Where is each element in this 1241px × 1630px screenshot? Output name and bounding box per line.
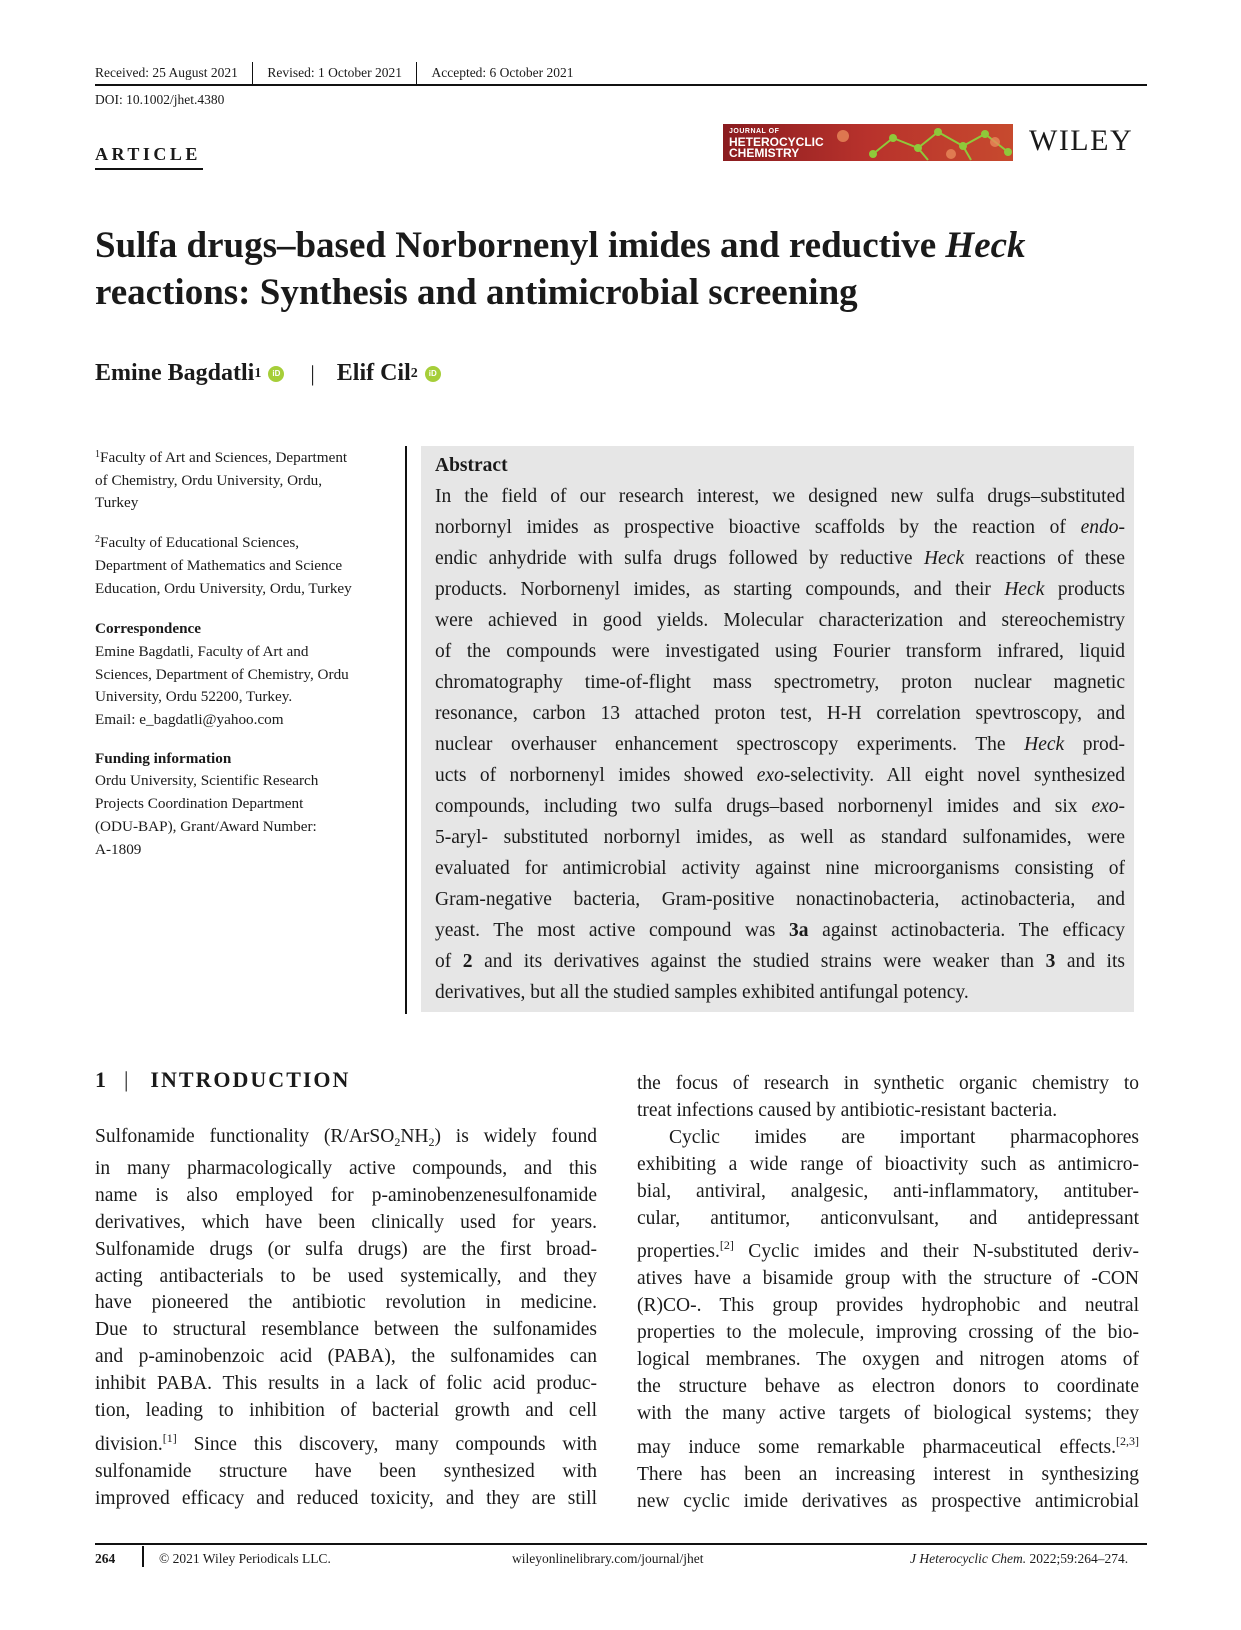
article-dates bbox=[95, 62, 574, 84]
citation-link[interactable]: [2] bbox=[719, 1238, 734, 1253]
article-type-underline bbox=[95, 168, 203, 170]
revised-date: Revised: 1 October 2021 bbox=[267, 65, 402, 80]
author-affil-mark: 1 bbox=[254, 365, 262, 381]
footer-separator bbox=[142, 1546, 144, 1567]
copyright: © 2021 Wiley Periodicals LLC. bbox=[159, 1551, 331, 1566]
citation-link[interactable]: [1] bbox=[162, 1430, 177, 1445]
page-number: 264 bbox=[95, 1551, 116, 1566]
correspondence-heading: Correspondence bbox=[95, 620, 202, 638]
abstract-heading: Abstract bbox=[435, 455, 508, 476]
paper-title: Sulfa drugs–based Norbornenyl imides and reductive Heck reactions: Synthesis and antimicrobial screening bbox=[95, 225, 1026, 313]
doi[interactable]: DOI: 10.1002/jhet.4380 bbox=[95, 92, 225, 107]
publisher-logo: WILEY bbox=[1029, 124, 1134, 157]
date-separator bbox=[416, 62, 418, 84]
footer-rule bbox=[95, 1543, 1147, 1545]
journal-banner-text: JOURNAL OF HETEROCYCLIC CHEMISTRY bbox=[729, 128, 824, 160]
affiliation-2: $^2$Faculty of Educational Sciences, Department of Mathematics and Science Education, Ordu University, Ordu, Turkey bbox=[95, 534, 352, 597]
journal-banner-logo bbox=[723, 124, 1013, 161]
intro-right-column: the focus of research in synthetic organic chemistry to treat infections caused by antibiotic-resistant bacteria. Cyclic imides are important pharmacophores exhibiting a wide range of bioactivity such as antimicro- bial, antiviral, analgesic, anti-inflammatory, antituber- cular, antitumor, anticonvulsant, and antidepressant properties.[2] Cyclic imides and their N-substituted deriv- atives have a bisamide group with the structure of -CON (R)CO-. This group provides hydrophobic and neutral properties to the molecule, improving crossing of the bio- logical membranes. The oxygen and nitrogen atoms of the structure behave as electron donors to coordinate with the many active targets of biological systems; they may induce some remarkable pharmaceutical effects.[2,3] There has been an increasing interest in synthesizing new cyclic imide derivatives as prospective antimicrobial bbox=[637, 1073, 1139, 1512]
correspondence-email[interactable]: Email: e_bagdatli@yahoo.com bbox=[95, 711, 284, 729]
header-rule bbox=[95, 84, 1147, 86]
correspondence: Correspondence Emine Bagdatli, Faculty of Art and Sciences, Department of Chemistry, Ordu University, Ordu 52200, Turkey. Email: e_bagdatli@yahoo.com bbox=[95, 618, 395, 732]
received-date: Received: 25 August 2021 bbox=[95, 65, 238, 80]
author-name[interactable]: Elif Cil bbox=[336, 360, 411, 386]
journal-url[interactable]: wileyonlinelibrary.com/journal/jhet bbox=[512, 1551, 704, 1566]
side-info bbox=[95, 444, 395, 875]
abstract-text: In the field of our research interest, we designed new sulfa drugs–substituted norbornyl imides as prospective bioactive scaffolds by the reaction of endo- endic anhydride with sulfa drugs followed by reductive Heck reactions of these products. Norbornenyl imides, as starting compounds, and their Heck products were achieved in good yields. Molecular characterization and stereochemistry of the compounds were investigated using Fourier transform infrared, liquid chromatography time-of-flight mass spectrometry, proton nuclear magnetic resonance, carbon 13 attached proton test, H-H correlation spevtroscopy, and nuclear overhauser enhancement spectroscopy experiments. The Heck prod- ucts of norbornenyl imides showed exo-selectivity. All eight novel synthesized compounds, including two sulfa drugs–based norbornenyl imides and six exo- 5-aryl- substituted norbornyl imides, as well as standard sulfonamides, were evaluated for antimicrobial activity against nine microorganisms consisting of Gram-negative bacteria, Gram-positive nonactinobacteria, actinobacteria, and yeast. The most active compound was 3a against actinobacteria. The efficacy of 2 and its derivatives against the studied strains were weaker than 3 and its derivatives, but all the studied samples exhibited antifungal potency. bbox=[435, 486, 1126, 1003]
author-name[interactable]: Emine Bagdatli bbox=[95, 360, 255, 386]
section-separator: | bbox=[124, 1067, 129, 1092]
journal-citation: J Heterocyclic Chem. 2022;59:264–274. bbox=[910, 1551, 1129, 1566]
article-type: ARTICLE bbox=[95, 144, 201, 164]
accepted-date: Accepted: 6 October 2021 bbox=[431, 65, 574, 80]
funding-heading: Funding information bbox=[95, 749, 232, 767]
orcid-icon[interactable]: iD bbox=[425, 366, 441, 382]
section-heading-introduction bbox=[95, 1067, 350, 1093]
author-list bbox=[95, 360, 441, 387]
section-title: INTRODUCTION bbox=[150, 1067, 351, 1092]
orcid-icon[interactable]: iD bbox=[268, 366, 284, 382]
citation-link[interactable]: [2,3] bbox=[1116, 1433, 1139, 1448]
section-number: 1 bbox=[95, 1067, 108, 1092]
affiliation-1: $^1$Faculty of Art and Sciences, Department of Chemistry, Ordu University, Ordu, Turkey bbox=[95, 449, 348, 512]
author-affil-mark: 2 bbox=[410, 365, 418, 381]
intro-left-column: Sulfonamide functionality $(R/ArSO_2NH_2)$ is widely found in many pharmacologically active compounds, and this name is also employed for p-aminobenzenesulfonamide derivatives, which have been clinically used for years. Sulfonamide drugs (or sulfa drugs) are the first broad- acting antibacterials to be used systemically, and they have pioneered the antibiotic revolution in medicine. Due to structural resemblance between the sulfonamides and p-aminobenzoic acid (PABA), the sulfonamides can inhibit PABA. This results in a lack of folic acid produc- tion, leading to inhibition of bacterial growth and cell division.[1] Since this discovery, many compounds with sulfonamide structure have been synthesized with improved efficacy and reduced toxicity, and they are still bbox=[95, 1126, 597, 1509]
funding-information: Funding information Ordu University, Scientific Research Projects Coordination Department (ODU-BAP), Grant/Award Number: A-1809 bbox=[95, 748, 395, 862]
author-separator: | bbox=[310, 360, 315, 386]
date-separator bbox=[252, 62, 254, 84]
abstract-divider bbox=[405, 446, 407, 1014]
